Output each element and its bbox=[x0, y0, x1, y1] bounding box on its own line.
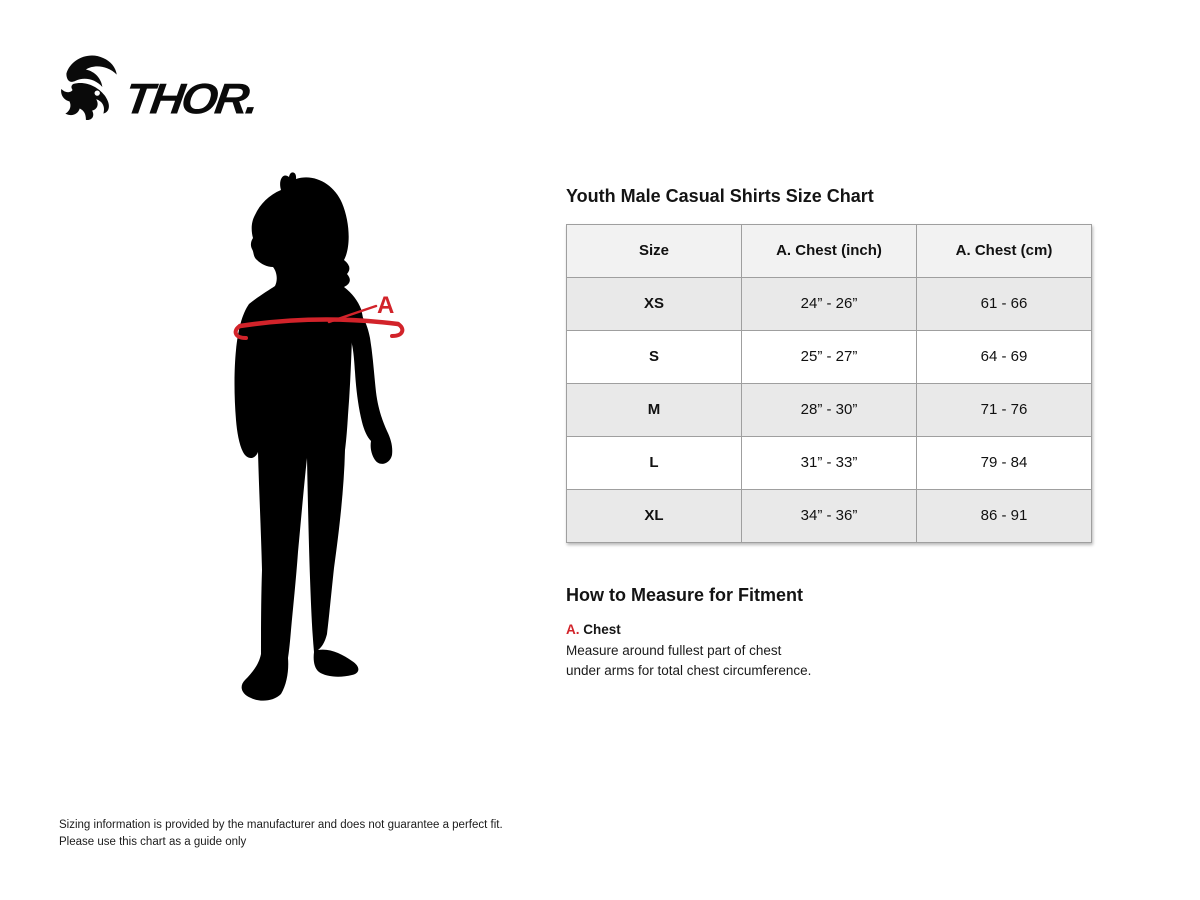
thor-goat-icon bbox=[58, 52, 120, 126]
chest-cm-cell: 86 - 91 bbox=[917, 489, 1092, 542]
size-cell: S bbox=[567, 330, 742, 383]
chest-inch-cell: 34” - 36” bbox=[742, 489, 917, 542]
disclaimer-line-1: Sizing information is provided by the manufacturer and does not guarantee a perfect fit. bbox=[59, 819, 503, 831]
column-header-size: Size bbox=[567, 224, 742, 277]
chest-inch-cell: 31” - 33” bbox=[742, 436, 917, 489]
measure-description: Measure around fullest part of chest under arms for total chest circumference. bbox=[566, 643, 812, 678]
measure-key-label: Chest bbox=[583, 622, 621, 638]
brand-logo bbox=[58, 52, 260, 126]
size-cell: L bbox=[567, 436, 742, 489]
table-row-xl bbox=[567, 489, 1092, 542]
chest-cm-cell: 64 - 69 bbox=[917, 330, 1092, 383]
column-header-chest-inch: A. Chest (inch) bbox=[742, 224, 917, 277]
child-silhouette bbox=[203, 160, 463, 720]
measurement-figure bbox=[203, 160, 463, 720]
table-row-l bbox=[567, 436, 1092, 489]
how-to-measure-title: How to Measure for Fitment bbox=[566, 584, 804, 605]
chest-cm-cell: 79 - 84 bbox=[917, 436, 1092, 489]
column-header-chest-cm: A. Chest (cm) bbox=[917, 224, 1092, 277]
sizing-disclaimer bbox=[59, 817, 503, 852]
measure-item-chest bbox=[566, 622, 1092, 637]
chest-inch-cell: 25” - 27” bbox=[742, 330, 917, 383]
table-row-s bbox=[567, 330, 1092, 383]
chest-cm-cell: 61 - 66 bbox=[917, 277, 1092, 330]
measure-key-letter: A. bbox=[566, 622, 580, 638]
table-row-xs bbox=[567, 277, 1092, 330]
header-row bbox=[567, 224, 1092, 277]
chest-inch-cell: 24” - 26” bbox=[742, 277, 917, 330]
brand-wordmark: THOR. bbox=[121, 74, 260, 123]
chest-annotation-label: A bbox=[377, 292, 395, 319]
size-cell: XL bbox=[567, 489, 742, 542]
chest-cm-cell: 71 - 76 bbox=[917, 383, 1092, 436]
table-row-m bbox=[567, 383, 1092, 436]
size-chart-title: Youth Male Casual Shirts Size Chart bbox=[566, 186, 874, 206]
chest-inch-cell: 28” - 30” bbox=[742, 383, 917, 436]
size-cell: M bbox=[567, 383, 742, 436]
size-chart-table bbox=[566, 224, 1092, 543]
size-chart-panel bbox=[566, 186, 1092, 681]
size-cell: XS bbox=[567, 277, 742, 330]
disclaimer-line-2: Please use this chart as a guide only bbox=[59, 836, 247, 849]
